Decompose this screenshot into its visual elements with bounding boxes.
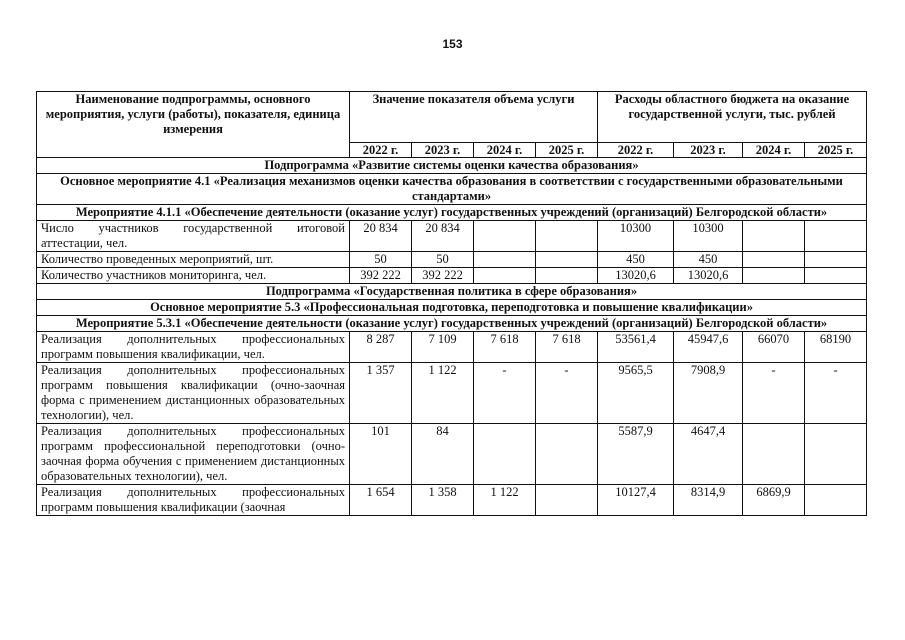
value-cell — [536, 424, 598, 485]
activity-heading: Мероприятие 4.1.1 «Обеспечение деятельности (оказание услуг) государственных учреждений (организаций) Белгородской области» — [37, 205, 867, 221]
table-row — [37, 424, 867, 485]
expense-cell: 10300 — [598, 221, 674, 252]
year-header: 2025 г. — [536, 143, 598, 158]
table-row — [37, 221, 867, 252]
value-cell — [536, 252, 598, 268]
table-row — [37, 363, 867, 424]
table-row — [37, 252, 867, 268]
expense-cell — [743, 252, 805, 268]
year-header: 2024 г. — [474, 143, 536, 158]
activity-heading: Мероприятие 5.3.1 «Обеспечение деятельности (оказание услуг) государственных учреждений (организаций) Белгородской области» — [37, 316, 867, 332]
year-header: 2024 г. — [743, 143, 805, 158]
value-cell: 1 122 — [412, 363, 474, 424]
expense-cell — [743, 221, 805, 252]
main-activity-heading: Основное мероприятие 4.1 «Реализация механизмов оценки качества образования в соответствии с государственными образовательными стандартами» — [37, 174, 867, 205]
expense-cell — [805, 268, 867, 284]
expense-cell: 7908,9 — [674, 363, 743, 424]
expense-cell: 450 — [674, 252, 743, 268]
expense-cell: 10300 — [674, 221, 743, 252]
header-expense-group: Расходы областного бюджета на оказание государственной услуги, тыс. рублей — [598, 92, 867, 143]
expense-cell: - — [743, 363, 805, 424]
year-header: 2023 г. — [674, 143, 743, 158]
expense-cell: 450 — [598, 252, 674, 268]
value-cell: 20 834 — [412, 221, 474, 252]
row-name: Число участников государственной итоговой аттестации, чел. — [37, 221, 350, 252]
row-name: Реализация дополнительных профессиональных программ повышения квалификации, чел. — [37, 332, 350, 363]
expense-cell: 5587,9 — [598, 424, 674, 485]
value-cell: 1 654 — [350, 485, 412, 516]
expense-cell: 45947,6 — [674, 332, 743, 363]
value-cell — [536, 268, 598, 284]
table-row — [37, 268, 867, 284]
value-cell: 50 — [350, 252, 412, 268]
value-cell: 1 357 — [350, 363, 412, 424]
expense-cell: 10127,4 — [598, 485, 674, 516]
main-activity-heading: Основное мероприятие 5.3 «Профессиональная подготовка, переподготовка и повышение квалификации» — [37, 300, 867, 316]
value-cell: 7 618 — [536, 332, 598, 363]
header-name-column: Наименование подпрограммы, основного мероприятия, услуги (работы), показателя, единица измерения — [37, 92, 350, 158]
expense-cell: 53561,4 — [598, 332, 674, 363]
value-cell — [474, 252, 536, 268]
value-cell: 84 — [412, 424, 474, 485]
row-name: Реализация дополнительных профессиональных программ повышения квалификации (заочная — [37, 485, 350, 516]
expense-cell: - — [805, 363, 867, 424]
subprogram-heading: Подпрограмма «Развитие системы оценки качества образования» — [37, 158, 867, 174]
value-cell — [536, 485, 598, 516]
expense-cell: 13020,6 — [674, 268, 743, 284]
value-cell: 7 109 — [412, 332, 474, 363]
year-header: 2025 г. — [805, 143, 867, 158]
expense-cell: 68190 — [805, 332, 867, 363]
value-cell: 1 358 — [412, 485, 474, 516]
value-cell — [536, 221, 598, 252]
value-cell: 1 122 — [474, 485, 536, 516]
value-cell: 101 — [350, 424, 412, 485]
header-volume-group: Значение показателя объема услуги — [350, 92, 598, 143]
value-cell: 50 — [412, 252, 474, 268]
expense-cell — [805, 424, 867, 485]
value-cell: 392 222 — [412, 268, 474, 284]
page-number: 153 — [442, 37, 463, 51]
year-header: 2023 г. — [412, 143, 474, 158]
budget-table — [36, 91, 867, 516]
value-cell: 392 222 — [350, 268, 412, 284]
value-cell: 7 618 — [474, 332, 536, 363]
row-name: Реализация дополнительных профессиональных программ профессиональной переподготовки (очно-заочная форма обучения с применением дистанционных образовательных технологии), чел. — [37, 424, 350, 485]
value-cell: 20 834 — [350, 221, 412, 252]
expense-cell: 66070 — [743, 332, 805, 363]
table-row — [37, 332, 867, 363]
expense-cell: 9565,5 — [598, 363, 674, 424]
expense-cell — [805, 252, 867, 268]
expense-cell — [805, 221, 867, 252]
expense-cell: 8314,9 — [674, 485, 743, 516]
year-header: 2022 г. — [598, 143, 674, 158]
table-row — [37, 485, 867, 516]
year-header: 2022 г. — [350, 143, 412, 158]
expense-cell: 4647,4 — [674, 424, 743, 485]
expense-cell — [805, 485, 867, 516]
value-cell — [474, 268, 536, 284]
row-name: Количество участников мониторинга, чел. — [37, 268, 350, 284]
value-cell — [474, 424, 536, 485]
expense-cell — [743, 424, 805, 485]
value-cell — [474, 221, 536, 252]
subprogram-heading: Подпрограмма «Государственная политика в сфере образования» — [37, 284, 867, 300]
row-name: Количество проведенных мероприятий, шт. — [37, 252, 350, 268]
value-cell: - — [474, 363, 536, 424]
value-cell: 8 287 — [350, 332, 412, 363]
expense-cell: 6869,9 — [743, 485, 805, 516]
row-name: Реализация дополнительных профессиональных программ повышения квалификации (очно-заочная форма с применением дистанционных образовательных технологии), чел. — [37, 363, 350, 424]
expense-cell: 13020,6 — [598, 268, 674, 284]
expense-cell — [743, 268, 805, 284]
value-cell: - — [536, 363, 598, 424]
